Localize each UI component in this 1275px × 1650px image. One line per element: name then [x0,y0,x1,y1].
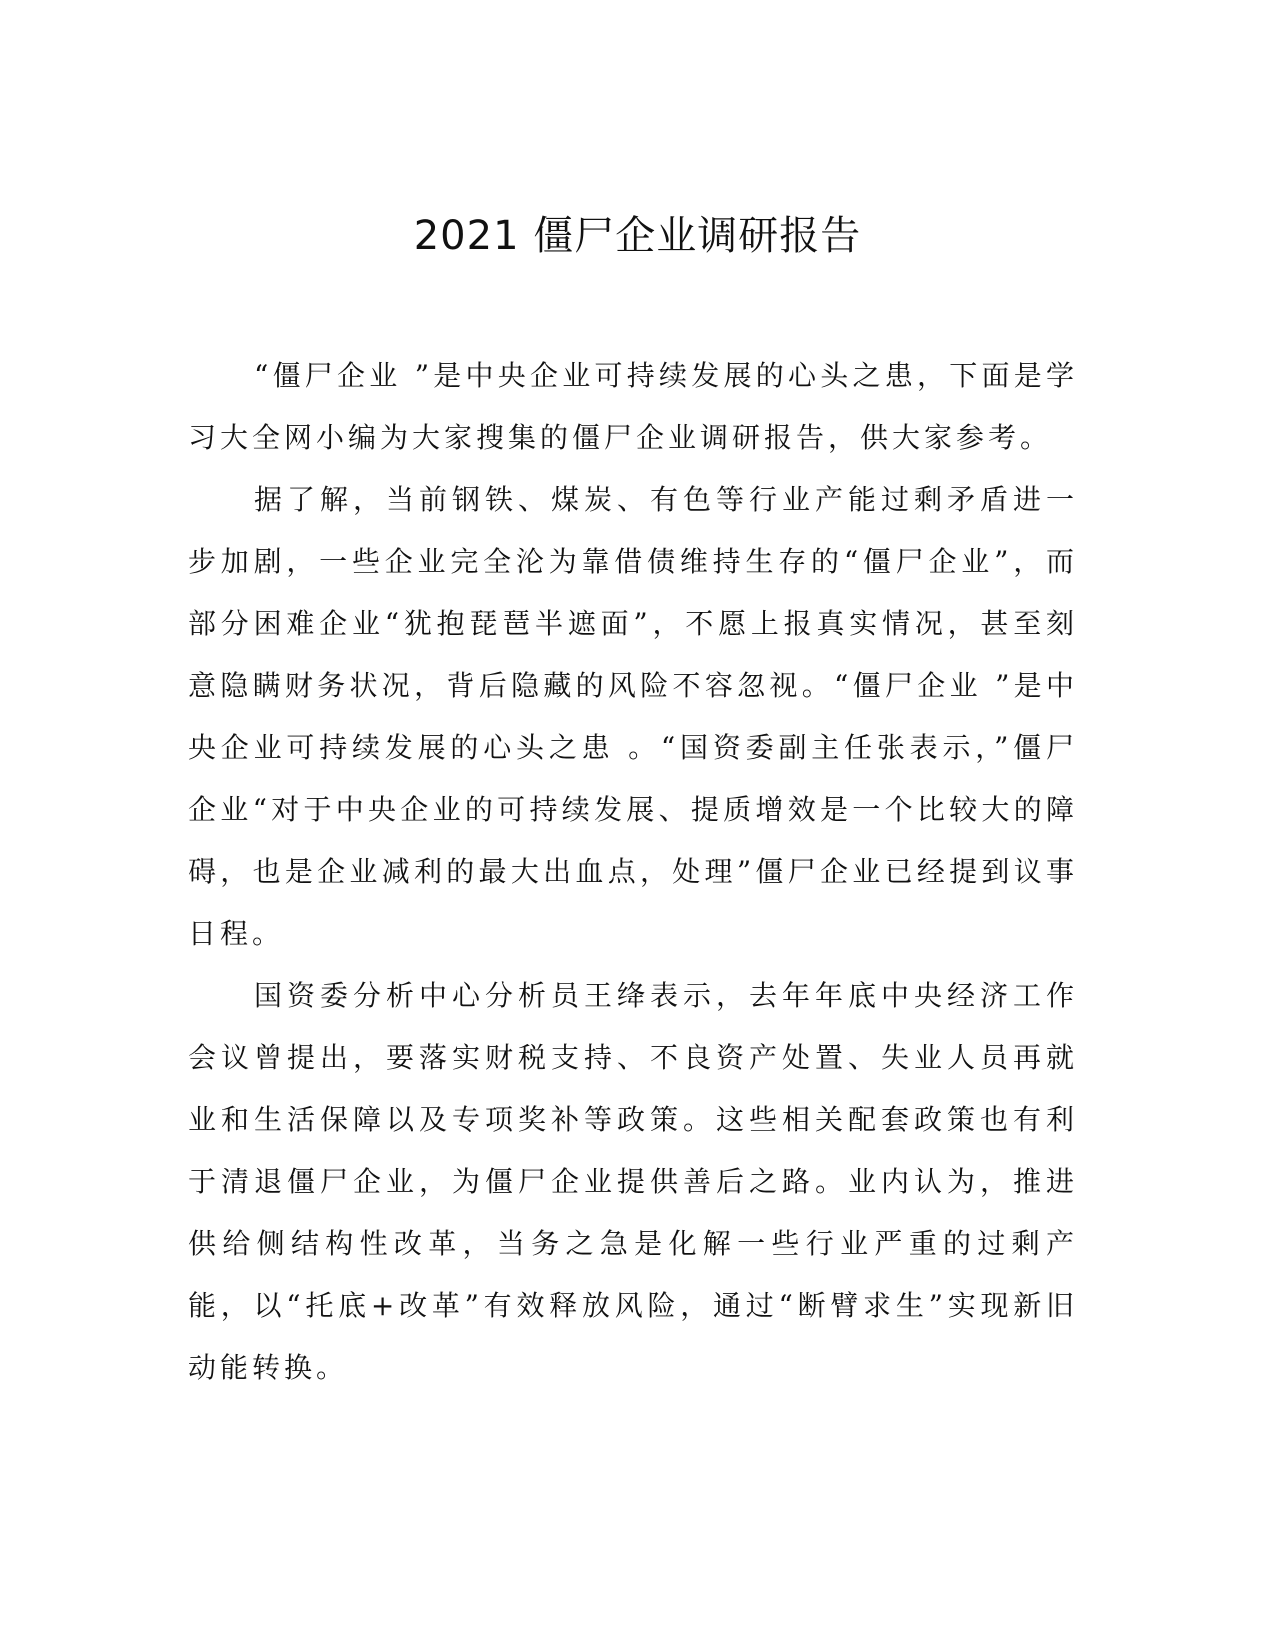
document-body [188,345,1078,1399]
document-title: 2021 僵尸企业调研报告 [413,213,862,259]
paragraph-intro: “僵尸企业 ”是中央企业可持续发展的心头之患，下面是学习大全网小编为大家搜集的僵尸企业调研报告，供大家参考。 [188,359,1078,454]
paragraph-policy: 国资委分析中心分析员王绛表示，去年年底中央经济工作会议曾提出，要落实财税支持、不良资产处置、失业人员再就业和生活保障以及专项奖补等政策。这些相关配套政策也有利于清退僵尸企业，为僵尸企业提供善后之路。业内认为，推进供给侧结构性改革，当务之急是化解一些行业严重的过剩产能，以“托底+改革”有效释放风险，通过“断臂求生”实现新旧动能转换。 [188,979,1078,1384]
paragraph-background: 据了解，当前钢铁、煤炭、有色等行业产能过剩矛盾进一步加剧，一些企业完全沦为靠借债维持生存的“僵尸企业”，而部分困难企业“犹抱琵琶半遮面”，不愿上报真实情况，甚至刻意隐瞒财务状况，背后隐藏的风险不容忽视。“僵尸企业 ”是中央企业可持续发展的心头之患 。“国资委副主任张表示，”僵尸企业“对于中央企业的可持续发展、提质增效是一个比较大的障碍，也是企业减利的最大出血点，处理”僵尸企业已经提到议事日程。 [188,483,1078,950]
